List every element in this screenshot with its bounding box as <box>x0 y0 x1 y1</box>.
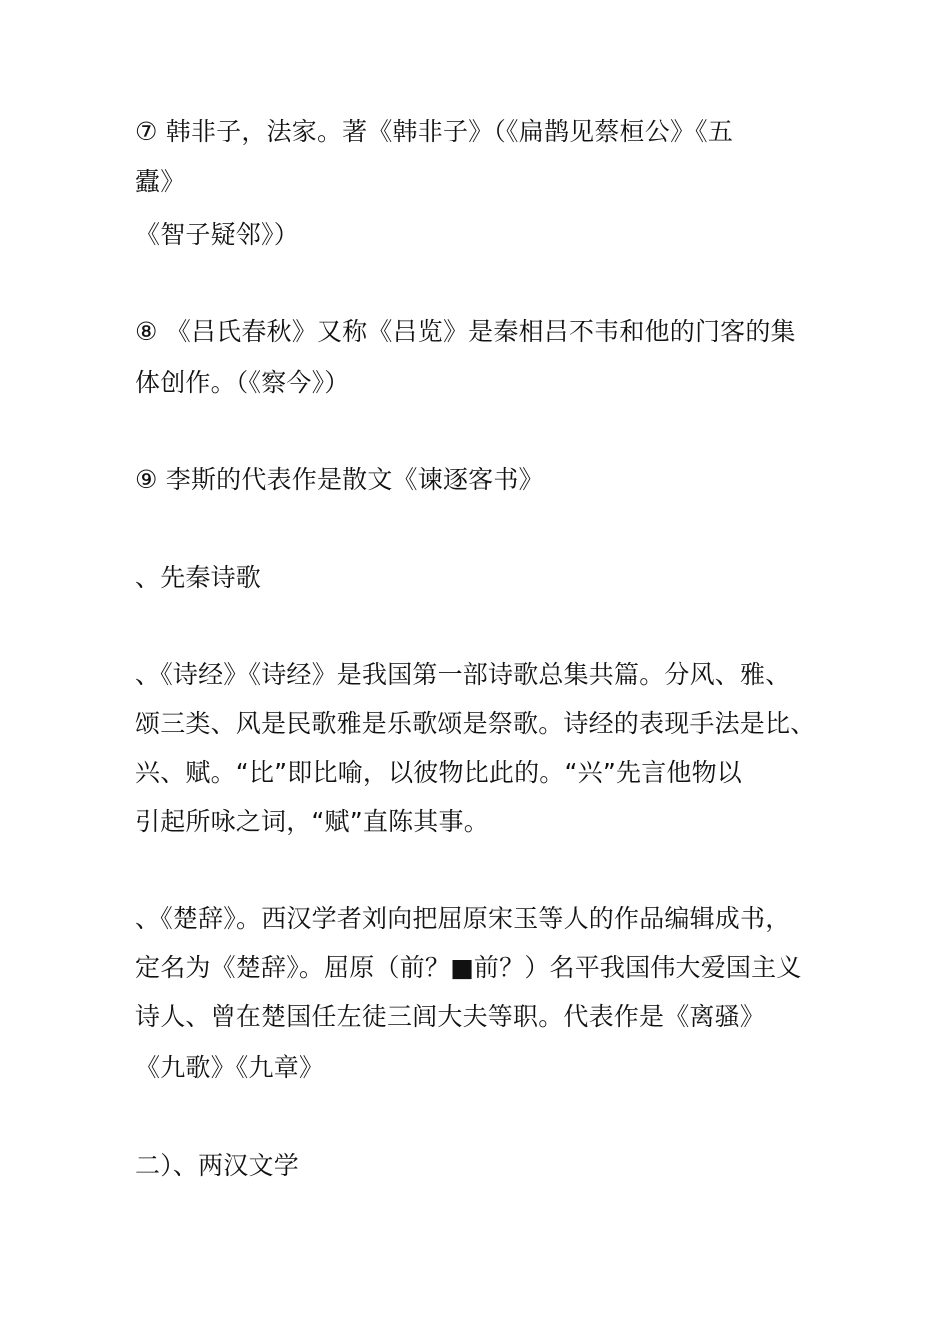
text-line-chuci-2: 定名为《楚辞》。屈原（前？■前？）名平我国伟大爱国主义 <box>135 953 802 982</box>
text-line-chajin: 体创作。（《察今》） <box>135 368 350 397</box>
text-line-zhizi-yilin: 《智子疑邻》） <box>135 220 299 249</box>
text-line-wudu: 蠹》 <box>135 167 186 196</box>
text-line-chuci-3: 诗人、曾在楚国任左徒三闾大夫等职。代表作是《离骚》 <box>135 1002 766 1031</box>
text-line-lisi: ⑨ 李斯的代表作是散文《谏逐客书》 <box>135 465 544 494</box>
section-heading-xianqin-shige: 、先秦诗歌 <box>135 563 262 592</box>
text-line-chuci-1: 、《楚辞》。西汉学者刘向把屈原宋玉等人的作品编辑成书， <box>135 904 791 933</box>
text-line-han-feizi: ⑦ 韩非子，法家。著《韩非子》（《扁鹊见蔡桓公》《五 <box>135 117 734 146</box>
text-line-lvshi-chunqiu: ⑧ 《吕氏春秋》又称《吕览》是秦相吕不韦和他的门客的集 <box>135 317 796 346</box>
section-heading-lianghan-wenxue: 二）、两汉文学 <box>135 1151 299 1180</box>
text-line-shijing-2: 颂三类、风是民歌雅是乐歌颂是祭歌。诗经的表现手法是比、 <box>135 709 816 738</box>
text-line-shijing-1: 、《诗经》《诗经》是我国第一部诗歌总集共篇。分风、雅、 <box>135 660 791 689</box>
text-line-shijing-3: 兴、赋。“比”即比喻，以彼物比此的。“兴”先言他物以 <box>135 758 743 787</box>
text-line-chuci-4: 《九歌》《九章》 <box>135 1053 325 1082</box>
text-line-shijing-4: 引起所咏之词，“赋”直陈其事。 <box>135 807 489 836</box>
